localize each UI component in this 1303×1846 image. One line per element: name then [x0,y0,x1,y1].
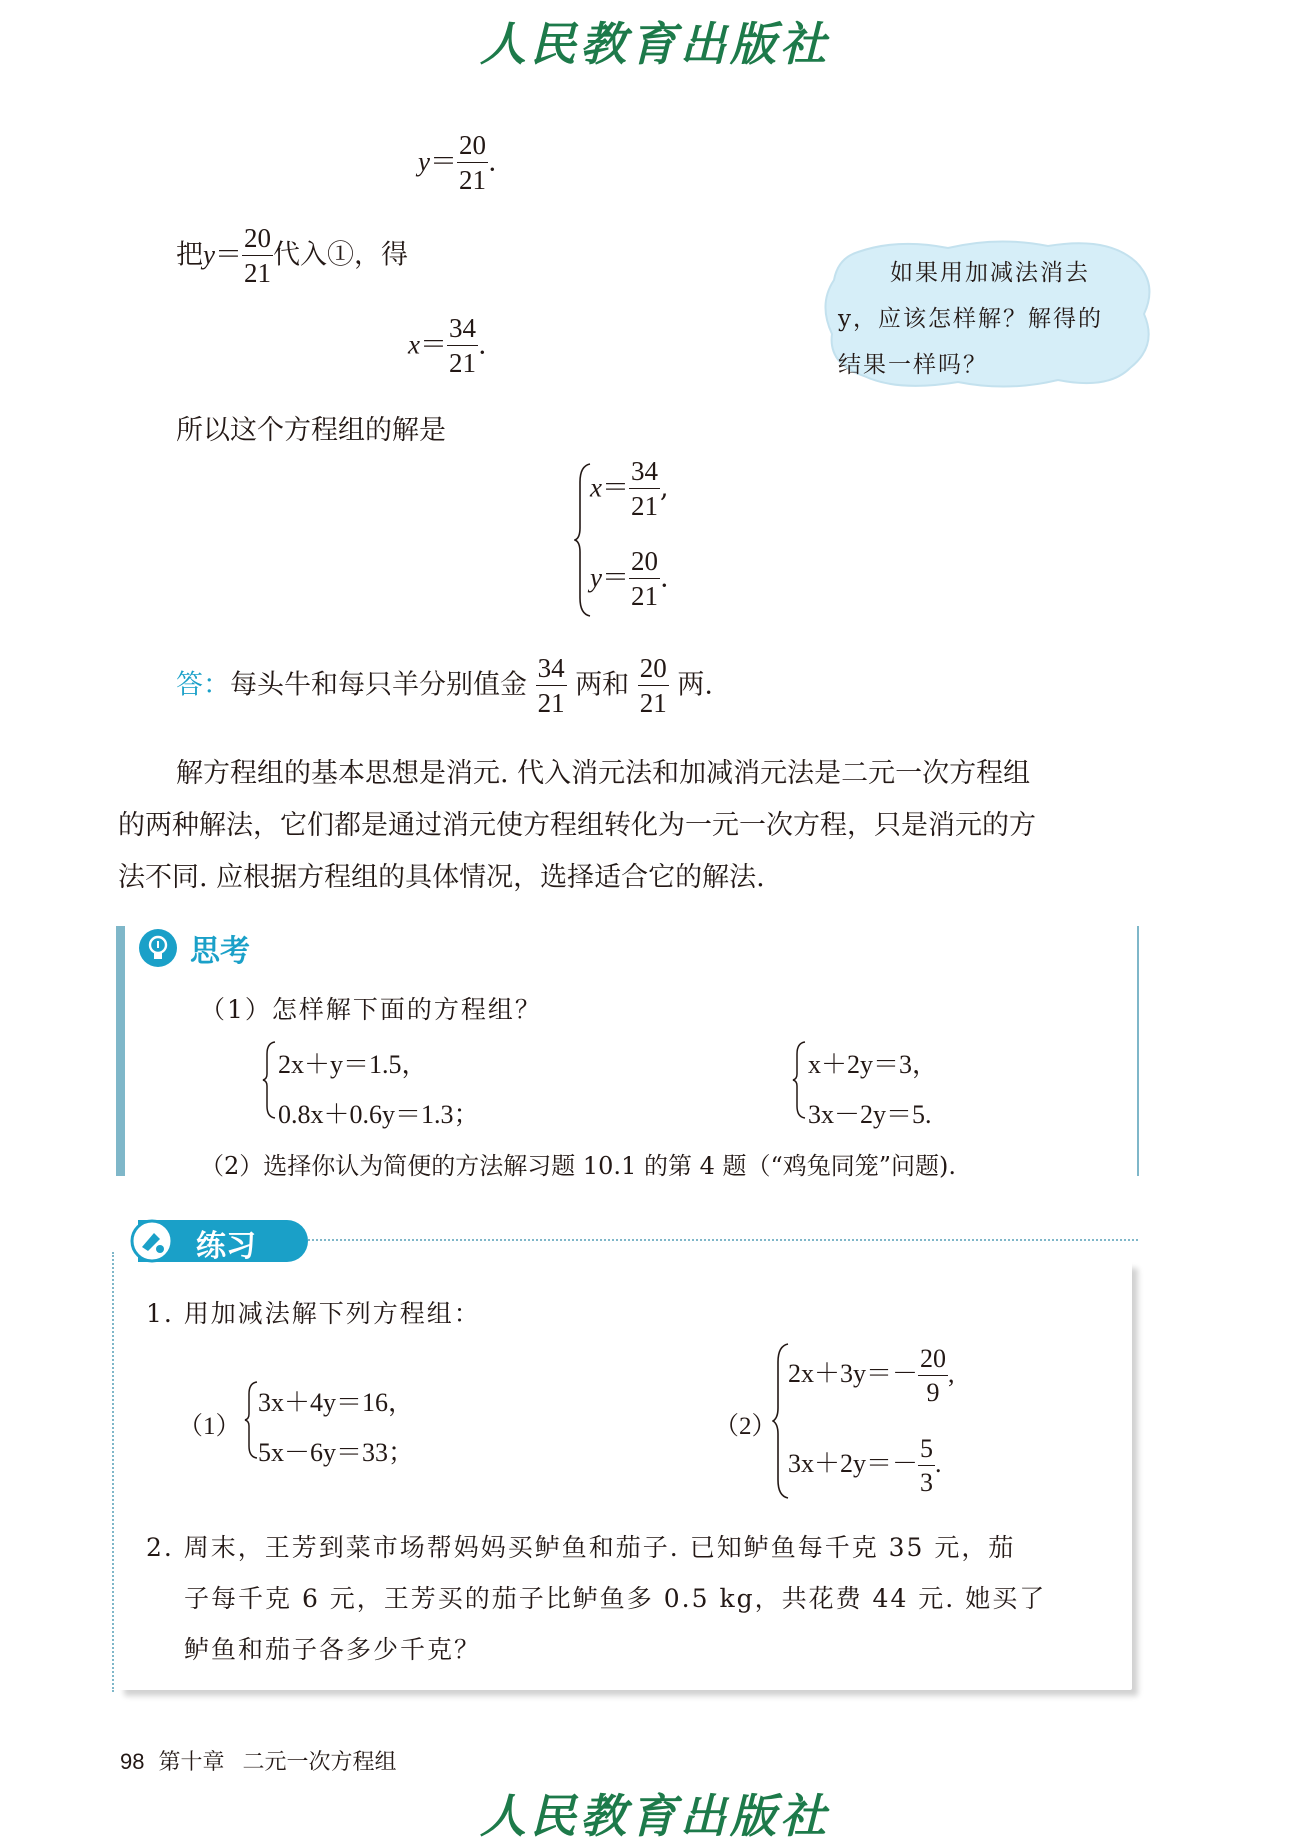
answer-text-2: 两和 [575,669,630,701]
eq-y-den: 21 [458,165,486,195]
practice-dotted-top [300,1239,1138,1241]
sys-row2-var: y [590,562,602,593]
answer-line [176,655,713,717]
practice-header [138,1220,308,1262]
practice-item-2 [146,1522,1046,1675]
eq-y-num: 20 [457,132,488,163]
practice-p2-row2-lhs: 3x＋2y＝－ [788,1448,919,1478]
sys-row1-fraction [629,458,660,520]
answer-text-3: 两. [677,669,713,701]
practice-p2-row2-den: 3 [920,1468,934,1497]
answer-label: 答： [176,669,230,701]
eq-x-end: . [477,329,487,361]
practice-p2-row1-fraction [918,1346,948,1406]
eq-y-fraction [457,132,488,194]
think-question-2: （2）选择你认为简便的方法解习题 10.1 的第 4 题（“鸡兔同笼”问题). [200,1152,957,1180]
eq-y-end: . [487,146,497,178]
bubble-line-1: 如果用加减法消去 [890,260,1090,286]
think-title: 思考 [190,934,250,969]
substitute-den: 21 [243,258,271,288]
answer-fraction-2 [638,655,669,717]
sys-row2-fraction [629,548,660,610]
think-sys-b-row-1: x＋2y＝3， [808,1050,939,1079]
chapter-label: 第十章 [158,1750,225,1775]
practice-p2-row-2 [788,1436,942,1496]
bubble-line-2: y，应该怎样解？解得的 [838,306,1103,332]
think-system-a [278,1040,480,1140]
answer-num-2: 20 [638,655,669,686]
method-paragraph [118,748,1036,904]
bubble-line-3: 结果一样吗？ [838,352,988,378]
eq-y-eq: ＝ [429,146,457,178]
conclusion-text: 所以这个方程组的解是 [176,415,446,446]
chapter-title: 二元一次方程组 [242,1750,397,1775]
equation-y [418,132,497,194]
think-sys-a-row-2: 0.8x＋0.6y＝1.3； [278,1100,480,1129]
think-left-bar [116,926,125,1176]
think-sys-a-row-1: 2x＋y＝1.5， [278,1050,428,1079]
eq-y-lhs: y [418,146,430,177]
practice-item-1: 1. 用加减法解下列方程组： [146,1299,481,1328]
sys-row1-num: 34 [629,458,660,489]
practice-p1-label: （1） [178,1413,241,1440]
sys-row1-eq: ＝ [601,472,629,504]
sys-row2-num: 20 [629,548,660,579]
eq-x-fraction [447,315,478,377]
sys-row1-den: 21 [630,491,658,521]
answer-num-1: 34 [536,655,567,686]
practice-p2-label: （2） [714,1413,777,1440]
practice-p2-row1-lhs: 2x＋3y＝－ [788,1358,919,1388]
practice-item-2-line-1: 2. 周末，王芳到菜市场帮妈妈买鲈鱼和茄子. 已知鲈鱼每千克 35 元，茄 [146,1533,1016,1562]
paragraph-line-1: 解方程组的基本思想是消元. 代入消元法和加减消元法是二元一次方程组 [176,758,1031,789]
lightbulb-icon [138,928,178,968]
eq-x-num: 34 [447,315,478,346]
substitute-num: 20 [242,225,273,256]
substitute-suffix: 代入①，得 [272,239,408,271]
paragraph-line-2: 的两种解法，它们都是通过消元使方程组转化为一元一次方程，只是消元的方 [118,810,1036,841]
footer-page-info [120,1745,397,1776]
answer-fraction-1 [536,655,567,717]
practice-p1-row-2: 5x－6y＝33； [258,1438,415,1467]
answer-text-1: 每头牛和每只羊分别值金 [230,669,527,701]
eq-x-den: 21 [448,348,476,378]
sys-row2-end: . [659,562,669,594]
practice-p2-row1-num: 20 [918,1346,948,1376]
page-number: 98 [120,1749,145,1774]
practice-dotted-left [112,1252,114,1692]
practice-title: 练习 [196,1229,256,1264]
solution-system-row-1 [590,458,669,520]
footer-publisher-logo: 人民教育出版社 [480,1789,830,1843]
practice-p1-row-1: 3x＋4y＝16， [258,1388,415,1417]
eq-x-eq: ＝ [419,329,447,361]
equation-x [408,315,487,377]
practice-p1-system [258,1378,414,1478]
substitute-prefix: 把 [176,239,203,271]
practice-p2-row2-end: . [935,1448,942,1478]
think-brace-b [792,1040,808,1120]
sys-row2-eq: ＝ [601,562,629,594]
answer-den-1: 21 [537,688,565,718]
think-question-1: （1）怎样解下面的方程组？ [200,995,542,1024]
practice-item-2-line-2: 子每千克 6 元，王芳买的茄子比鲈鱼多 0.5 kg，共花费 44 元. 她买了 [184,1584,1047,1613]
header-publisher-logo: 人民教育出版社 [480,17,830,71]
solution-system-row-2 [590,548,669,610]
pencil-circle-icon [130,1219,174,1263]
practice-p2-row1-end: , [948,1358,955,1388]
practice-p2-row1-den: 9 [926,1378,940,1407]
practice-p2-row-1 [788,1346,955,1406]
practice-p2-row2-num: 5 [918,1436,935,1466]
sys-row1-var: x [590,472,602,503]
substitute-eq: ＝ [214,239,242,271]
eq-x-lhs: x [408,329,420,360]
substitute-var: y [203,239,215,270]
paragraph-line-3: 法不同. 应根据方程组的具体情况，选择适合它的解法. [118,862,765,893]
substitute-line [176,225,408,287]
sys-row2-den: 21 [630,581,658,611]
think-sys-b-row-2: 3x－2y＝5. [808,1100,932,1129]
think-brace-a [262,1040,278,1120]
think-right-line [1137,926,1139,1176]
substitute-fraction [242,225,273,287]
think-system-b [808,1040,938,1140]
sys-row1-end: , [659,472,669,504]
practice-p2-row2-fraction [918,1436,935,1496]
answer-den-2: 21 [639,688,667,718]
practice-item-2-line-3: 鲈鱼和茄子各多少千克？ [184,1635,482,1664]
bubble-text [838,250,1103,388]
